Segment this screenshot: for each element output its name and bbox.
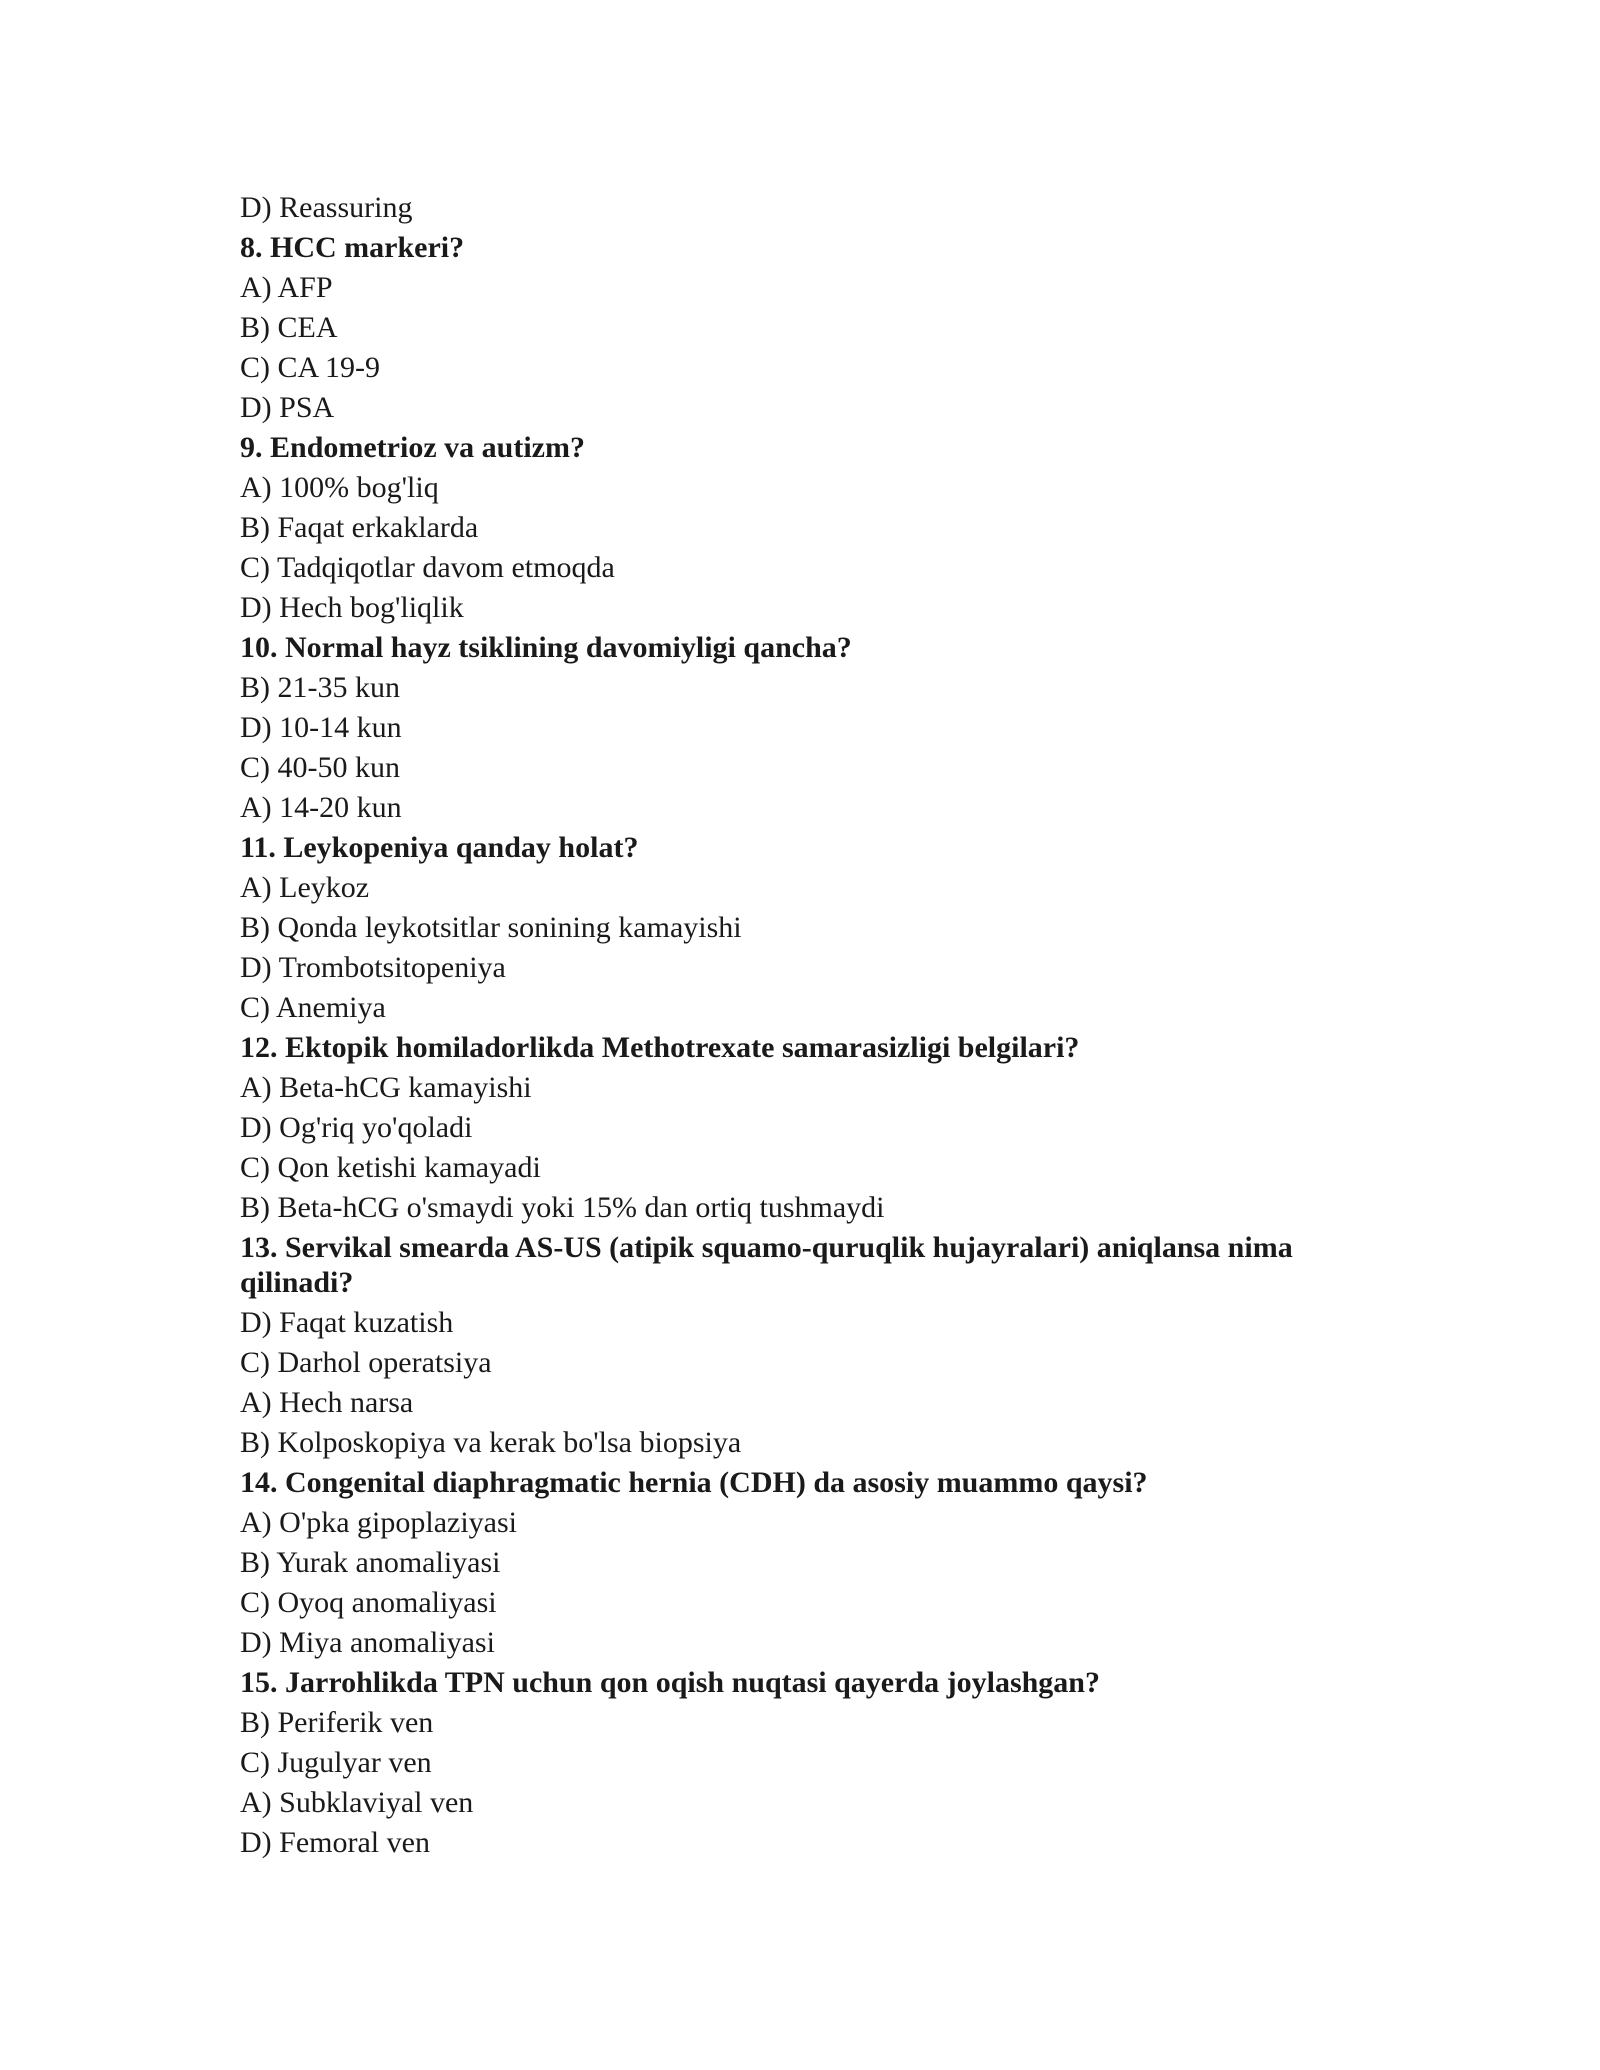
question-block-10	[240, 630, 1370, 828]
answer-option: C) Tadqiqotlar davom etmoqda	[240, 551, 615, 584]
answer-option: B) CEA	[240, 311, 338, 344]
answer-option: D) Og'riq yo'qoladi	[240, 1111, 473, 1144]
answer-option: B) Qonda leykotsitlar sonining kamayishi	[240, 911, 742, 944]
question-title: 12. Ektopik homiladorlikda Methotrexate samarasizligi belgilari?	[240, 1031, 1080, 1064]
answer-option: B) Beta-hCG o'smaydi yoki 15% dan ortiq tushmaydi	[240, 1191, 885, 1224]
question-block-15	[240, 1665, 1370, 1863]
question-block-8	[240, 230, 1370, 428]
quiz-content	[240, 188, 1370, 1863]
answer-option: C) Darhol operatsiya	[240, 1346, 492, 1379]
answer-option: A) Beta-hCG kamayishi	[240, 1071, 532, 1104]
answer-option: B) Kolposkopiya va kerak bo'lsa biopsiya	[240, 1426, 742, 1459]
question-title: 8. HCC markeri?	[240, 231, 465, 264]
question-title: 14. Congenital diaphragmatic hernia (CDH) da asosiy muammo qaysi?	[240, 1466, 1148, 1499]
answer-option: A) Leykoz	[240, 871, 370, 904]
answer-option: C) 40-50 kun	[240, 751, 400, 784]
question-title: 15. Jarrohlikda TPN uchun qon oqish nuqtasi qayerda joylashgan?	[240, 1666, 1100, 1699]
question-block-14	[240, 1465, 1370, 1663]
answer-option: D) Faqat kuzatish	[240, 1306, 454, 1339]
answer-option: B) Yurak anomaliyasi	[240, 1546, 501, 1579]
answer-option: C) Jugulyar ven	[240, 1746, 432, 1779]
answer-option: B) Faqat erkaklarda	[240, 511, 479, 544]
answer-option: D) PSA	[240, 391, 335, 424]
question-title: 10. Normal hayz tsiklining davomiyligi qancha?	[240, 631, 852, 664]
answer-option: D) Miya anomaliyasi	[240, 1626, 495, 1659]
answer-option: A) Hech narsa	[240, 1386, 414, 1419]
answer-option: C) Anemiya	[240, 991, 386, 1024]
answer-option: D) Reassuring	[240, 191, 413, 224]
question-block-12	[240, 1030, 1370, 1228]
answer-option: C) CA 19-9	[240, 351, 381, 384]
answer-option: A) AFP	[240, 271, 333, 304]
answer-option: C) Qon ketishi kamayadi	[240, 1151, 541, 1184]
answer-option: D) Trombotsitopeniya	[240, 951, 506, 984]
answer-option: B) 21-35 kun	[240, 671, 400, 704]
answer-option: D) 10-14 kun	[240, 711, 402, 744]
answer-option: A) 14-20 kun	[240, 791, 402, 824]
question-title: 11. Leykopeniya qanday holat?	[240, 831, 639, 864]
answer-option: A) O'pka gipoplaziyasi	[240, 1506, 518, 1539]
answer-option: A) 100% bog'liq	[240, 471, 439, 504]
answer-option: A) Subklaviyal ven	[240, 1786, 474, 1819]
question-block-13	[240, 1230, 1370, 1463]
question-title: 9. Endometrioz va autizm?	[240, 431, 585, 464]
answer-option: D) Femoral ven	[240, 1826, 430, 1859]
question-block-11	[240, 830, 1370, 1028]
answer-option: B) Periferik ven	[240, 1706, 434, 1739]
answer-option: C) Oyoq anomaliyasi	[240, 1586, 497, 1619]
answer-option: D) Hech bog'liqlik	[240, 591, 464, 624]
question-block-9	[240, 430, 1370, 628]
question-title: 13. Servikal smearda AS-US (atipik squamo-quruqlik hujayralari) aniqlansa nima qilinadi?	[240, 1231, 1293, 1299]
